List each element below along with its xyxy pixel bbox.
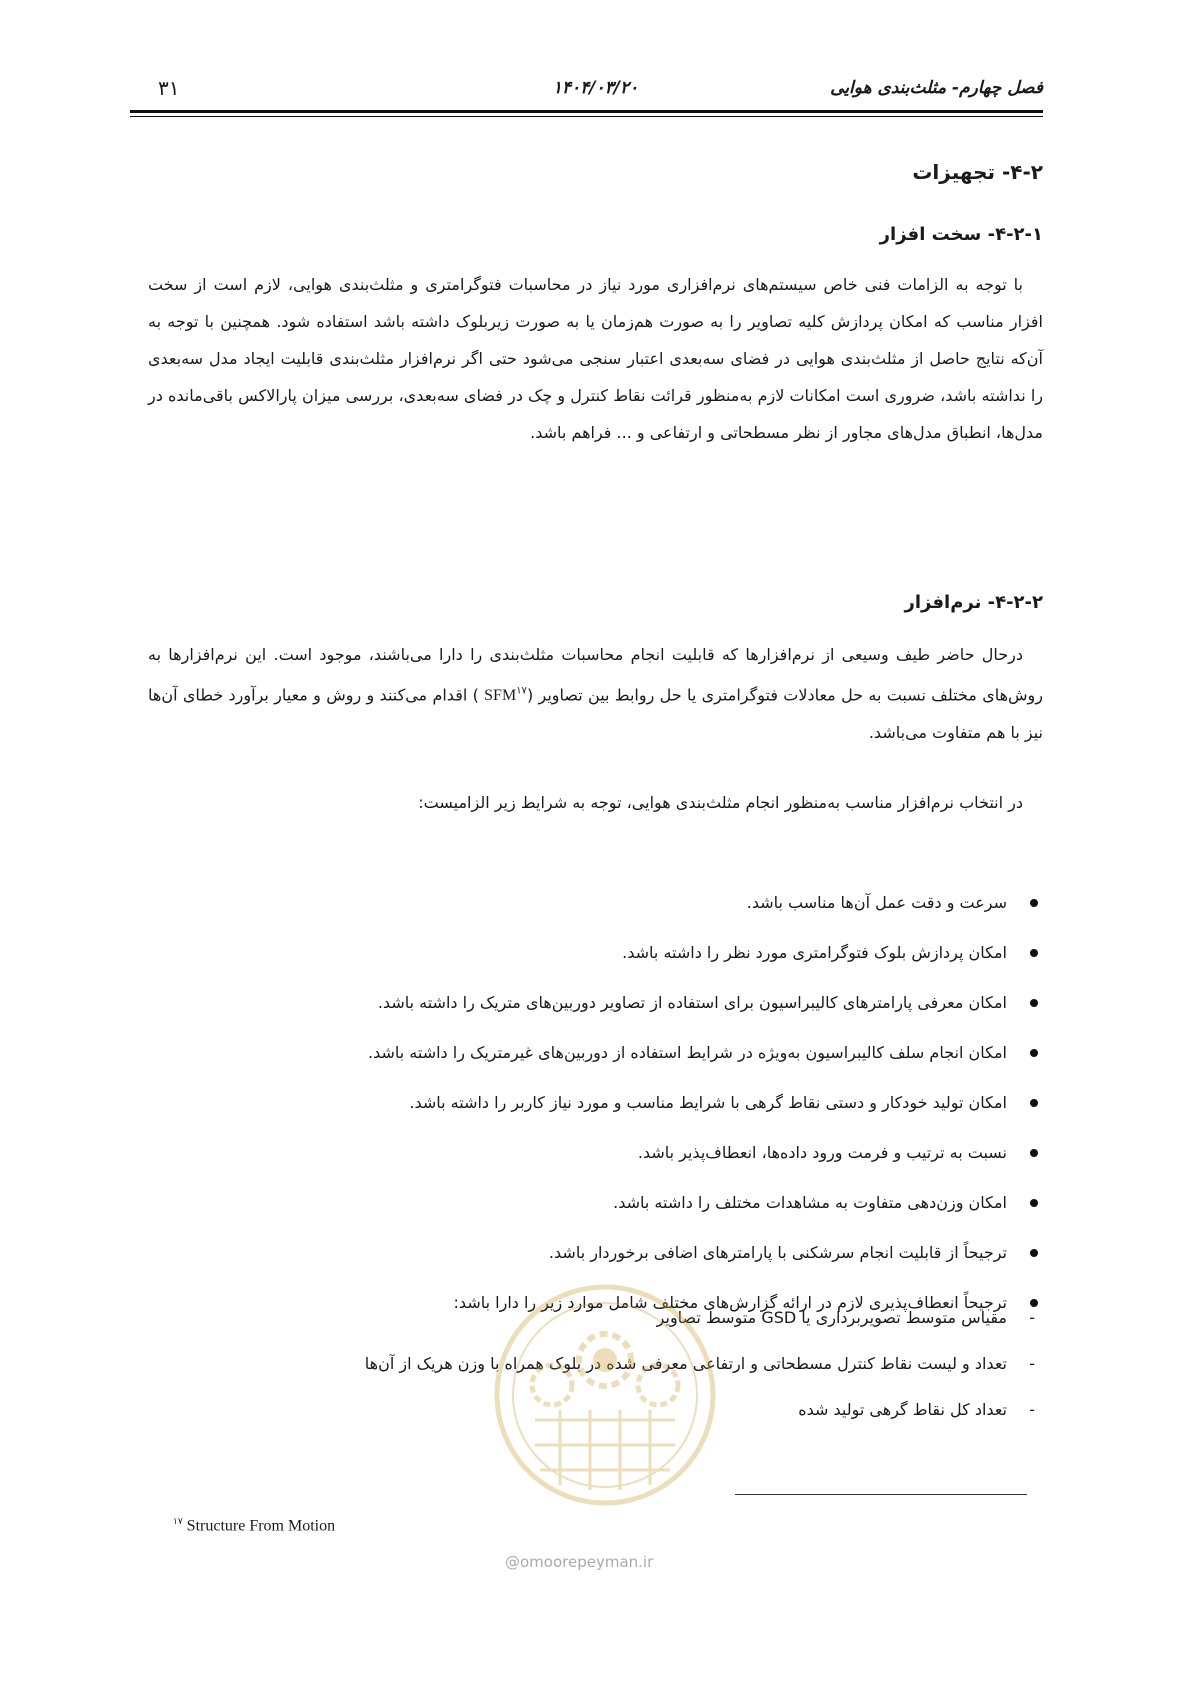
list-item: امکان وزن‌دهی متفاوت به مشاهدات مختلف را داشته باشد. (183, 1178, 1043, 1228)
software-paragraph (148, 636, 1043, 751)
sub-list-item: - مقیاس متوسط تصویربرداری یا GSD متوسط تصاویر (143, 1295, 1043, 1341)
hardware-title: ۴-۲-۱- سخت افزار (879, 224, 1043, 245)
bullet-icon (1030, 949, 1038, 957)
dash-icon: - (1029, 1400, 1035, 1419)
bullet-icon (1030, 1149, 1038, 1157)
header-rule-thick (130, 110, 1043, 113)
bullet-icon (1030, 1199, 1038, 1207)
bullet-icon (1030, 1099, 1038, 1107)
footnote-mark: ۱۷ (173, 1516, 183, 1526)
software-paragraph-part2: ) اقدام می‌کنند و روش و معیار برآورد خطای آن‌ها نیز با هم متفاوت می‌باشد. (148, 685, 1043, 743)
list-item: سرعت و دقت عمل آن‌ها مناسب باشد. (183, 878, 1043, 928)
header-date: ۱۴۰۴/۰۳/۲۰ (552, 78, 639, 98)
list-item: امکان معرفی پارامترهای کالیبراسیون برای استفاده از تصاویر دوربین‌های متریک را داشته باشد. (183, 978, 1043, 1028)
bullet-icon (1030, 1249, 1038, 1257)
dash-icon: - (1029, 1308, 1035, 1327)
list-item: ترجیحاً انعطاف‌پذیری لازم در ارائه گزارش‌های مختلف شامل موارد زیر را دارا باشد: (183, 1278, 1043, 1328)
sub-list-item: - تعداد کل نقاط گرهی تولید شده (143, 1387, 1043, 1433)
list-item: امکان پردازش بلوک فتوگرامتری مورد نظر را داشته باشد. (183, 928, 1043, 978)
footnote-ref-17[interactable]: ۱۷ (516, 686, 527, 697)
bullet-icon (1030, 899, 1038, 907)
requirements-list (183, 878, 1043, 1328)
chapter-title: فصل چهارم- مثلث‌بندی هوایی (830, 78, 1043, 98)
watermark-site: @omoorepeyman.ir (505, 1553, 654, 1571)
list-item: ترجیحاً از قابلیت انجام سرشکنی با پارامترهای اضافی برخوردار باشد. (183, 1228, 1043, 1278)
list-item: امکان انجام سلف کالیبراسیون به‌ویژه در شرایط استفاده از دوربین‌های غیرمتریک را داشته باشد. (183, 1028, 1043, 1078)
sub-list-item: - تعداد و لیست نقاط کنترل مسطحاتی و ارتفاعی معرفی شده در بلوک همراه با وزن هریک از آن‌ها (143, 1341, 1043, 1387)
page-header (148, 78, 1043, 106)
bullet-icon (1030, 999, 1038, 1007)
footnote-text: Structure From Motion (186, 1517, 336, 1535)
footnote (173, 1516, 335, 1535)
software-intro-line: در انتخاب نرم‌افزار مناسب به‌منظور انجام مثلث‌بندی هوایی، توجه به شرایط زیر الزامیست: (418, 793, 1023, 812)
dash-icon: - (1029, 1354, 1035, 1373)
header-rule-thin (130, 116, 1043, 117)
sfm-term: SFM (484, 687, 517, 705)
list-item: نسبت به ترتیب و فرمت ورود داده‌ها، انعطاف‌پذیر باشد. (183, 1128, 1043, 1178)
hardware-paragraph: با توجه به الزامات فنی خاص سیستم‌های نرم‌افزاری مورد نیاز در محاسبات فتوگرامتری و مثلث‌بندی هوایی، لازم است از سخت افزار مناسب که امکان پردازش کلیه تصاویر را به صورت هم‌زمان یا به صورت زیربلوک داشته باشد استفاده شود. همچنین با توجه به آن‌که نتایج حاصل از مثلث‌بندی هوایی در فضای سه‌بعدی اعتبار سنجی می‌شود حتی اگر نرم‌افزار مثلث‌بندی قابلیت ایجاد مدل سه‌بعدی را نداشته باشد، ضروری است امکانات لازم به‌منظور قرائت نقاط کنترل و چک در فضای سه‌بعدی، بررسی میزان پارالاکس باقی‌مانده در مدل‌ها، انطباق مدل‌های مجاور از نظر مسطحاتی و ارتفاعی و ... فراهم باشد. (148, 275, 1043, 442)
software-paragraph-part1: درحال حاضر طیف وسیعی از نرم‌افزارها که قابلیت انجام محاسبات مثلث‌بندی را دارا می‌باشند، موجود است. این نرم‌افزارها به روش‌های مختلف نسبت به حل معادلات فتوگرامتری یا حل روابط بین تصاویر ( (148, 645, 1044, 705)
watermark-seal-icon (490, 1280, 720, 1510)
bullet-icon (1030, 1049, 1038, 1057)
list-item: امکان تولید خودکار و دستی نقاط گرهی با شرایط مناسب و مورد نیاز کاربر را داشته باشد. (183, 1078, 1043, 1128)
page-number: ۳۱ (158, 76, 180, 100)
section-title: ۴-۲- تجهیزات (912, 160, 1043, 184)
footnote-divider (735, 1494, 1027, 1495)
software-title: ۴-۲-۲- نرم‌افزار (904, 592, 1043, 613)
